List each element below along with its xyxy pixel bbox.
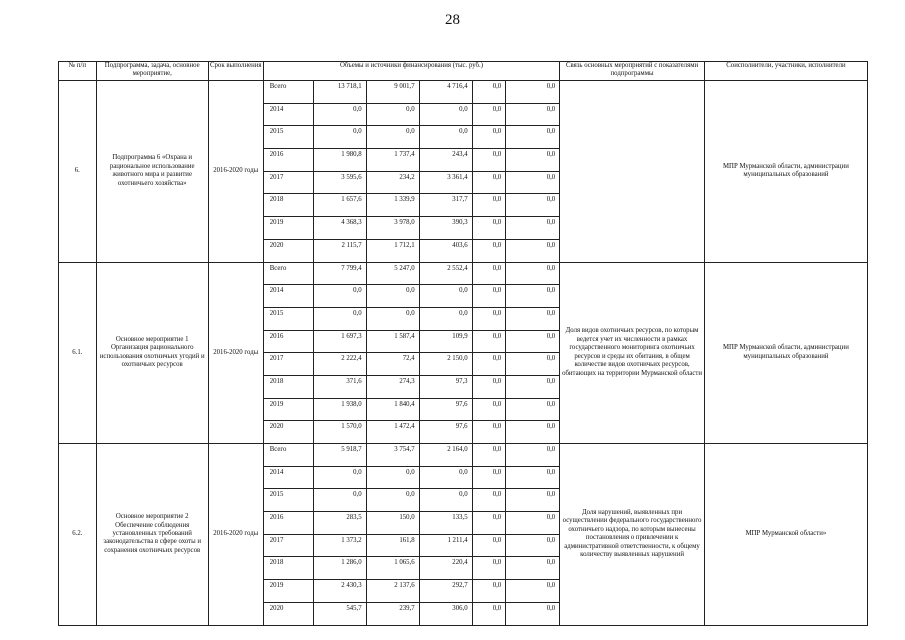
funding-value: 0,0 (472, 330, 506, 353)
funding-value: 0,0 (313, 466, 366, 489)
funding-value: 3 754,7 (366, 444, 419, 467)
funding-value: 0,0 (506, 512, 560, 535)
funding-value: 1 697,3 (313, 330, 366, 353)
funding-value: 283,5 (313, 512, 366, 535)
funding-value: 0,0 (366, 307, 419, 330)
funding-value: 1 211,4 (419, 534, 472, 557)
funding-value: 9 001,7 (366, 81, 419, 104)
row-name: Основное мероприятие 1 Организация рационального использования охотничьих угодий и охотничьих ресурсов (96, 262, 208, 444)
funding-value: 4 368,3 (313, 217, 366, 240)
funding-value: 0,0 (419, 285, 472, 308)
row-period: 2020 (263, 602, 313, 625)
funding-value: 0,0 (506, 580, 560, 603)
table-row (59, 81, 868, 104)
funding-value: 0,0 (506, 466, 560, 489)
funding-value: 0,0 (472, 557, 506, 580)
funding-value: 0,0 (472, 398, 506, 421)
funding-value: 0,0 (472, 512, 506, 535)
funding-value: 150,0 (366, 512, 419, 535)
row-indicator-link: Доля видов охотничьих ресурсов, по которым ведется учет их численности в рамках государственного мониторинга охотничьих ресурсов и среды их обитания, в общем количестве видов охотничьих ресурсов, обитающих на территории Мурманской области (560, 262, 705, 444)
funding-value: 0,0 (506, 602, 560, 625)
row-period: 2016 (263, 330, 313, 353)
row-period: 2016 (263, 149, 313, 172)
funding-value: 1 373,2 (313, 534, 366, 557)
row-period: 2014 (263, 285, 313, 308)
header-funding: Объемы и источники финансирования (тыс. руб.) (263, 62, 559, 81)
row-period: 2015 (263, 489, 313, 512)
funding-value: 0,0 (472, 103, 506, 126)
funding-value: 0,0 (506, 307, 560, 330)
funding-value: 0,0 (472, 444, 506, 467)
funding-value: 0,0 (366, 489, 419, 512)
funding-value: 2 164,0 (419, 444, 472, 467)
funding-value: 1 587,4 (366, 330, 419, 353)
funding-value: 0,0 (472, 375, 506, 398)
funding-value: 2 137,6 (366, 580, 419, 603)
row-period: 2017 (263, 353, 313, 376)
row-period: 2019 (263, 398, 313, 421)
funding-value: 0,0 (366, 466, 419, 489)
row-term: 2016-2020 годы (208, 262, 263, 444)
row-period: 2018 (263, 557, 313, 580)
funding-value: 0,0 (506, 330, 560, 353)
funding-value: 0,0 (313, 489, 366, 512)
header-resp: Соисполнители, участники, исполнители (704, 62, 867, 81)
funding-value: 0,0 (506, 444, 560, 467)
funding-value: 0,0 (506, 171, 560, 194)
funding-value: 0,0 (472, 489, 506, 512)
funding-value: 0,0 (313, 126, 366, 149)
funding-value: 403,6 (419, 239, 472, 262)
funding-value: 0,0 (506, 285, 560, 308)
funding-value: 1 737,4 (366, 149, 419, 172)
funding-value: 0,0 (366, 126, 419, 149)
funding-value: 0,0 (506, 557, 560, 580)
funding-value: 371,6 (313, 375, 366, 398)
page-number: 28 (445, 12, 460, 28)
funding-value: 0,0 (472, 353, 506, 376)
funding-value: 243,4 (419, 149, 472, 172)
funding-value: 2 552,4 (419, 262, 472, 285)
funding-value: 0,0 (419, 103, 472, 126)
funding-value: 0,0 (506, 81, 560, 104)
funding-value: 0,0 (313, 307, 366, 330)
funding-value: 0,0 (419, 466, 472, 489)
funding-value: 0,0 (472, 149, 506, 172)
funding-value: 1 286,0 (313, 557, 366, 580)
row-period: Всего (263, 262, 313, 285)
header-term: Срок выполнения (208, 62, 263, 81)
funding-value: 1 339,9 (366, 194, 419, 217)
row-period: 2016 (263, 512, 313, 535)
row-number: 6.1. (59, 262, 97, 444)
row-period: 2017 (263, 534, 313, 557)
funding-value: 1 472,4 (366, 421, 419, 444)
funding-value: 0,0 (506, 149, 560, 172)
funding-value: 545,7 (313, 602, 366, 625)
row-period: Всего (263, 81, 313, 104)
funding-value: 3 978,0 (366, 217, 419, 240)
funding-value: 1 712,1 (366, 239, 419, 262)
funding-value: 0,0 (506, 489, 560, 512)
header-row (59, 62, 868, 81)
row-number: 6.2. (59, 444, 97, 626)
funding-value: 5 247,0 (366, 262, 419, 285)
row-period: 2018 (263, 375, 313, 398)
funding-value: 0,0 (472, 307, 506, 330)
row-name: Подпрограмма 6 «Охрана и рациональное использование животного мира и развитие охотничьего хозяйства» (96, 81, 208, 263)
row-responsible: МПР Мурманской области, администрации муниципальных образований (704, 262, 867, 444)
funding-value: 161,8 (366, 534, 419, 557)
funding-value: 239,7 (366, 602, 419, 625)
funding-value: 0,0 (419, 307, 472, 330)
funding-value: 2 115,7 (313, 239, 366, 262)
funding-value: 4 716,4 (419, 81, 472, 104)
header-link: Связь основных мероприятий с показателями подпрограммы (560, 62, 705, 81)
funding-value: 0,0 (506, 103, 560, 126)
row-period: 2019 (263, 580, 313, 603)
funding-value: 7 799,4 (313, 262, 366, 285)
table-body (59, 81, 868, 626)
row-period: 2017 (263, 171, 313, 194)
funding-value: 0,0 (472, 580, 506, 603)
funding-value: 0,0 (313, 103, 366, 126)
funding-value: 0,0 (472, 217, 506, 240)
funding-value: 2 430,3 (313, 580, 366, 603)
funding-value: 234,2 (366, 171, 419, 194)
funding-value: 133,5 (419, 512, 472, 535)
row-indicator-link: Доля нарушений, выявленных при осуществлении федерального государственного охотничьего надзора, по которым вынесены постановления о привлечении к административной ответственности, к общему количеству выявленных нарушений (560, 444, 705, 626)
row-term: 2016-2020 годы (208, 444, 263, 626)
funding-value: 0,0 (472, 262, 506, 285)
header-num: № п/п (59, 62, 97, 81)
table-row (59, 262, 868, 285)
funding-value: 292,7 (419, 580, 472, 603)
funding-value: 390,3 (419, 217, 472, 240)
row-period: 2015 (263, 307, 313, 330)
funding-value: 0,0 (366, 103, 419, 126)
funding-value: 0,0 (472, 239, 506, 262)
funding-value: 0,0 (506, 353, 560, 376)
funding-value: 0,0 (472, 534, 506, 557)
funding-value: 220,4 (419, 557, 472, 580)
funding-value: 0,0 (366, 285, 419, 308)
funding-value: 317,7 (419, 194, 472, 217)
funding-value: 0,0 (472, 421, 506, 444)
funding-value: 274,3 (366, 375, 419, 398)
row-period: 2014 (263, 466, 313, 489)
funding-value: 0,0 (472, 126, 506, 149)
funding-value: 0,0 (506, 262, 560, 285)
funding-value: 0,0 (506, 126, 560, 149)
funding-value: 0,0 (472, 81, 506, 104)
funding-value: 1 980,8 (313, 149, 366, 172)
funding-value: 97,6 (419, 398, 472, 421)
row-responsible: МПР Мурманской области» (704, 444, 867, 626)
funding-value: 1 657,6 (313, 194, 366, 217)
funding-value: 0,0 (506, 217, 560, 240)
row-period: 2019 (263, 217, 313, 240)
row-indicator-link (560, 81, 705, 263)
row-responsible: МПР Мурманской области, администрации муниципальных образований (704, 81, 867, 263)
funding-value: 1 065,6 (366, 557, 419, 580)
row-number: 6. (59, 81, 97, 263)
funding-value: 1 570,0 (313, 421, 366, 444)
funding-value: 0,0 (506, 398, 560, 421)
funding-value: 0,0 (506, 375, 560, 398)
funding-value: 0,0 (419, 489, 472, 512)
funding-value: 0,0 (506, 534, 560, 557)
funding-value: 72,4 (366, 353, 419, 376)
funding-value: 0,0 (472, 602, 506, 625)
header-name: Подпрограмма, задача, основное мероприятие, (96, 62, 208, 81)
table-row (59, 444, 868, 467)
funding-value: 2 150,0 (419, 353, 472, 376)
funding-value: 0,0 (472, 285, 506, 308)
funding-value: 1 938,0 (313, 398, 366, 421)
funding-value: 3 595,6 (313, 171, 366, 194)
funding-value: 0,0 (472, 171, 506, 194)
funding-value: 0,0 (506, 194, 560, 217)
funding-table (58, 61, 868, 626)
funding-value: 306,0 (419, 602, 472, 625)
funding-value: 97,3 (419, 375, 472, 398)
funding-value: 3 361,4 (419, 171, 472, 194)
funding-value: 2 222,4 (313, 353, 366, 376)
funding-value: 0,0 (472, 466, 506, 489)
row-period: 2020 (263, 421, 313, 444)
row-period: Всего (263, 444, 313, 467)
row-name: Основное мероприятие 2 Обеспечение соблюдения установленных требований законодательства в сфере охоты и сохранения охотничьих ресурсов (96, 444, 208, 626)
funding-value: 109,9 (419, 330, 472, 353)
funding-value: 97,6 (419, 421, 472, 444)
row-period: 2018 (263, 194, 313, 217)
row-period: 2014 (263, 103, 313, 126)
funding-value: 1 840,4 (366, 398, 419, 421)
row-term: 2016-2020 годы (208, 81, 263, 263)
funding-value: 0,0 (506, 239, 560, 262)
funding-value: 0,0 (506, 421, 560, 444)
row-period: 2015 (263, 126, 313, 149)
funding-value: 0,0 (313, 285, 366, 308)
funding-value: 5 918,7 (313, 444, 366, 467)
funding-value: 0,0 (419, 126, 472, 149)
funding-value: 13 718,1 (313, 81, 366, 104)
row-period: 2020 (263, 239, 313, 262)
funding-value: 0,0 (472, 194, 506, 217)
